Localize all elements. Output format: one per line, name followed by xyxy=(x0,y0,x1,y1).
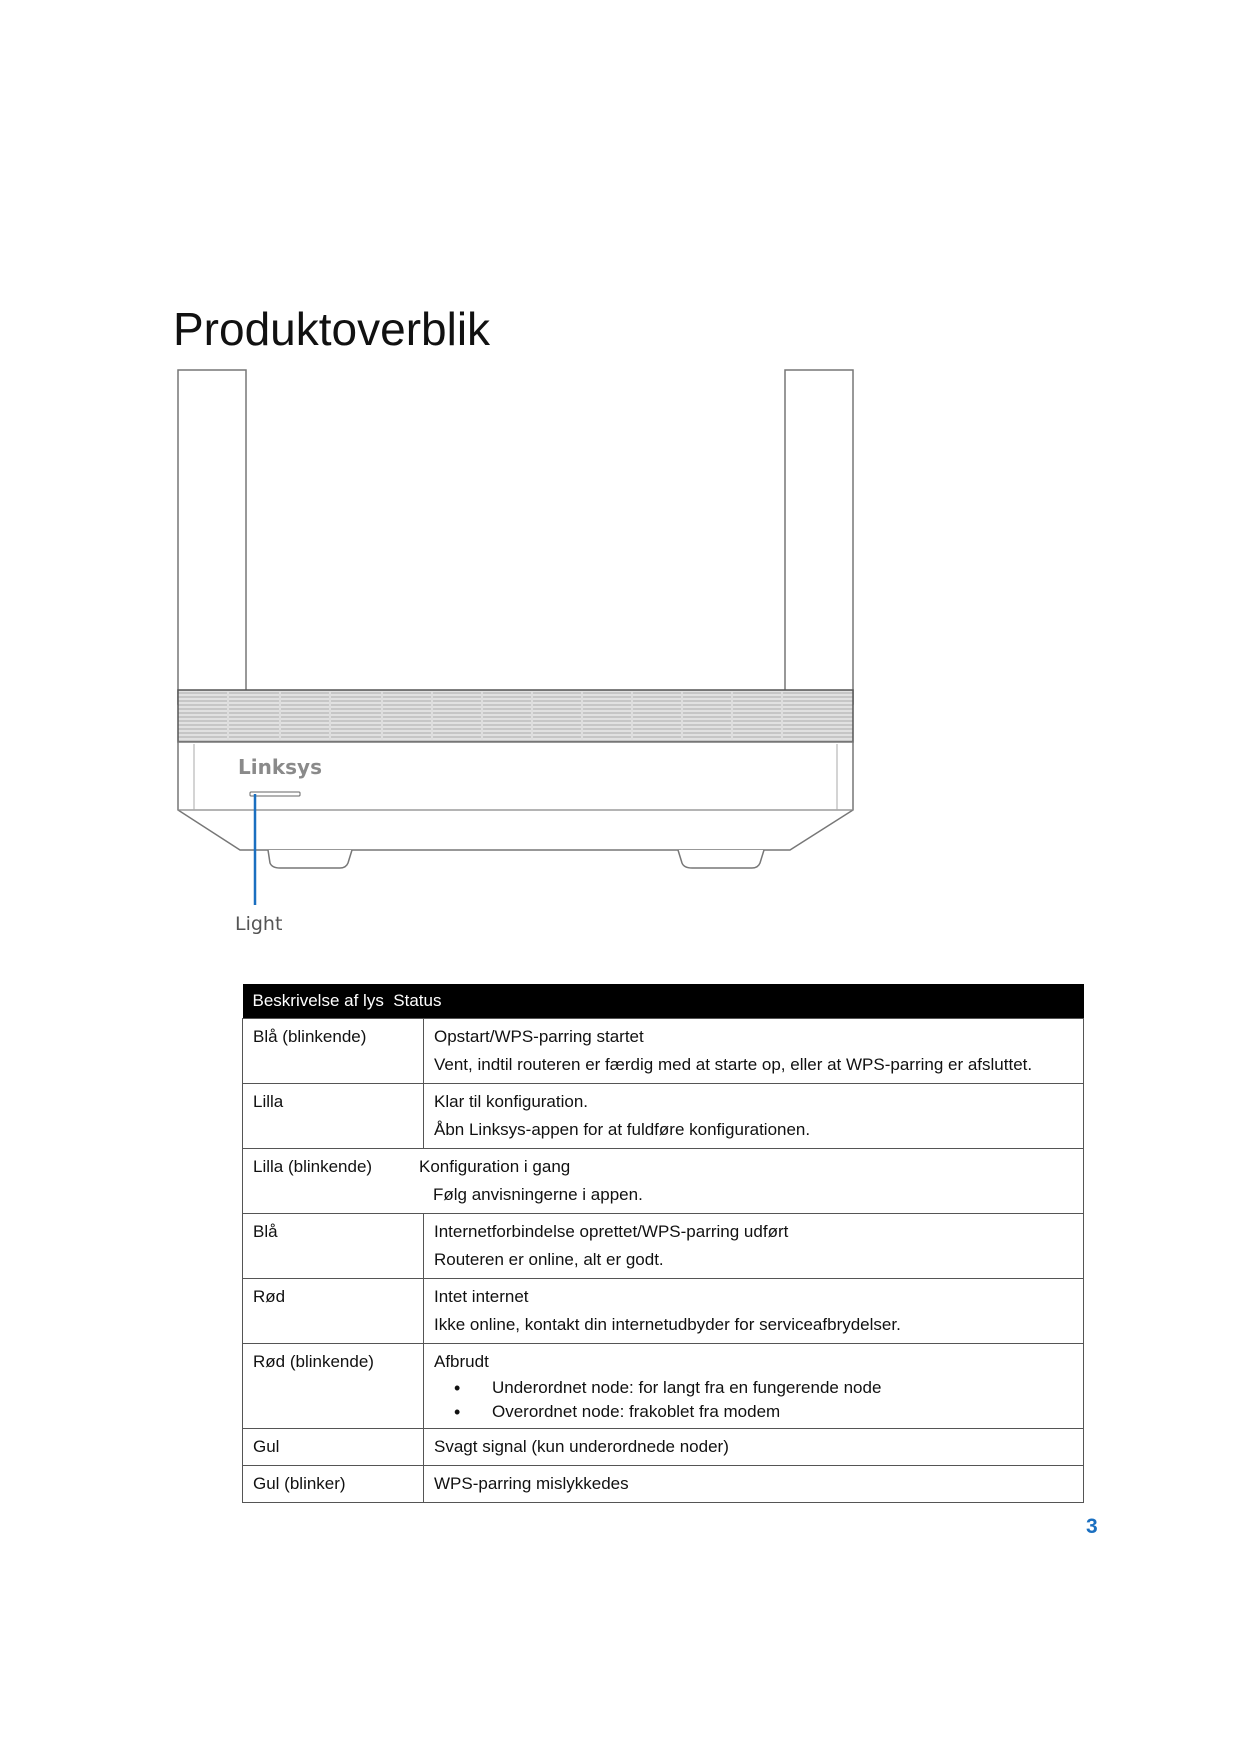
status-cell xyxy=(424,1344,1084,1429)
status-text: Afbrudt xyxy=(434,1352,489,1371)
bullet-item: • Underordnet node: for langt fra en fungerende node xyxy=(492,1376,1073,1400)
status-text: WPS-parring mislykkedes xyxy=(434,1474,629,1493)
light-callout-label: Light xyxy=(235,913,283,935)
header-light-description: Beskrivelse af lys xyxy=(252,991,384,1010)
light-cell: Blå (blinkende) xyxy=(243,1019,424,1084)
table-header xyxy=(243,984,1084,1019)
router-drawing xyxy=(170,360,870,940)
router-illustration xyxy=(170,360,870,940)
linksys-logo: Linksys xyxy=(238,755,322,779)
status-cell xyxy=(424,1019,1084,1084)
table-row xyxy=(243,1344,1084,1429)
right-antenna xyxy=(785,370,853,704)
status-text: Opstart/WPS-parring startet xyxy=(434,1027,644,1046)
light-cell: Gul (blinker) xyxy=(243,1466,424,1503)
light-cell: Rød xyxy=(243,1279,424,1344)
table-row xyxy=(243,1019,1084,1084)
bullet-item: • Overordnet node: frakoblet fra modem xyxy=(492,1400,1073,1424)
left-antenna xyxy=(178,370,246,704)
page-title: Produktoverblik xyxy=(173,303,491,355)
left-foot xyxy=(268,850,352,868)
status-text: Klar til konfiguration. xyxy=(434,1092,589,1111)
table-row xyxy=(243,1279,1084,1344)
status-cell xyxy=(424,1084,1084,1149)
status-cell xyxy=(424,1466,1084,1503)
status-light-bar xyxy=(250,792,300,796)
status-cell xyxy=(424,1214,1084,1279)
light-cell: Gul xyxy=(243,1429,424,1466)
light-status-table xyxy=(242,984,1084,1503)
table-row xyxy=(243,1429,1084,1466)
table-row xyxy=(243,1149,1084,1214)
table-row xyxy=(243,1084,1084,1149)
status-detail: Ikke online, kontakt din internetudbyder for serviceafbrydelser. xyxy=(434,1315,901,1334)
status-detail: Åbn Linksys-appen for at fuldføre konfigurationen. xyxy=(434,1120,811,1139)
status-text: Internetforbindelse oprettet/WPS-parring udført xyxy=(434,1222,789,1241)
light-cell: Lilla (blinkende) xyxy=(253,1157,373,1176)
header-status: Status xyxy=(393,991,442,1010)
light-cell: Rød (blinkende) xyxy=(243,1344,424,1429)
page-number: 3 xyxy=(1086,1515,1098,1538)
right-foot xyxy=(678,850,764,868)
light-cell: Lilla xyxy=(243,1084,424,1149)
bullet-list xyxy=(434,1376,1073,1424)
status-detail: Routeren er online, alt er godt. xyxy=(434,1250,664,1269)
status-cell xyxy=(424,1279,1084,1344)
table-row xyxy=(243,1214,1084,1279)
status-detail: Vent, indtil routeren er færdig med at starte op, eller at WPS-parring er afsluttet. xyxy=(434,1055,1033,1074)
merged-cell xyxy=(243,1149,1084,1214)
status-text: Intet internet xyxy=(434,1287,529,1306)
table-header-row xyxy=(243,984,1084,1019)
status-detail: Følg anvisningerne i appen. xyxy=(433,1185,643,1204)
table-row xyxy=(243,1466,1084,1503)
light-cell: Blå xyxy=(243,1214,424,1279)
status-text: Svagt signal (kun underordnede noder) xyxy=(434,1437,729,1456)
status-text: Konfiguration i gang xyxy=(419,1157,571,1176)
status-cell xyxy=(424,1429,1084,1466)
